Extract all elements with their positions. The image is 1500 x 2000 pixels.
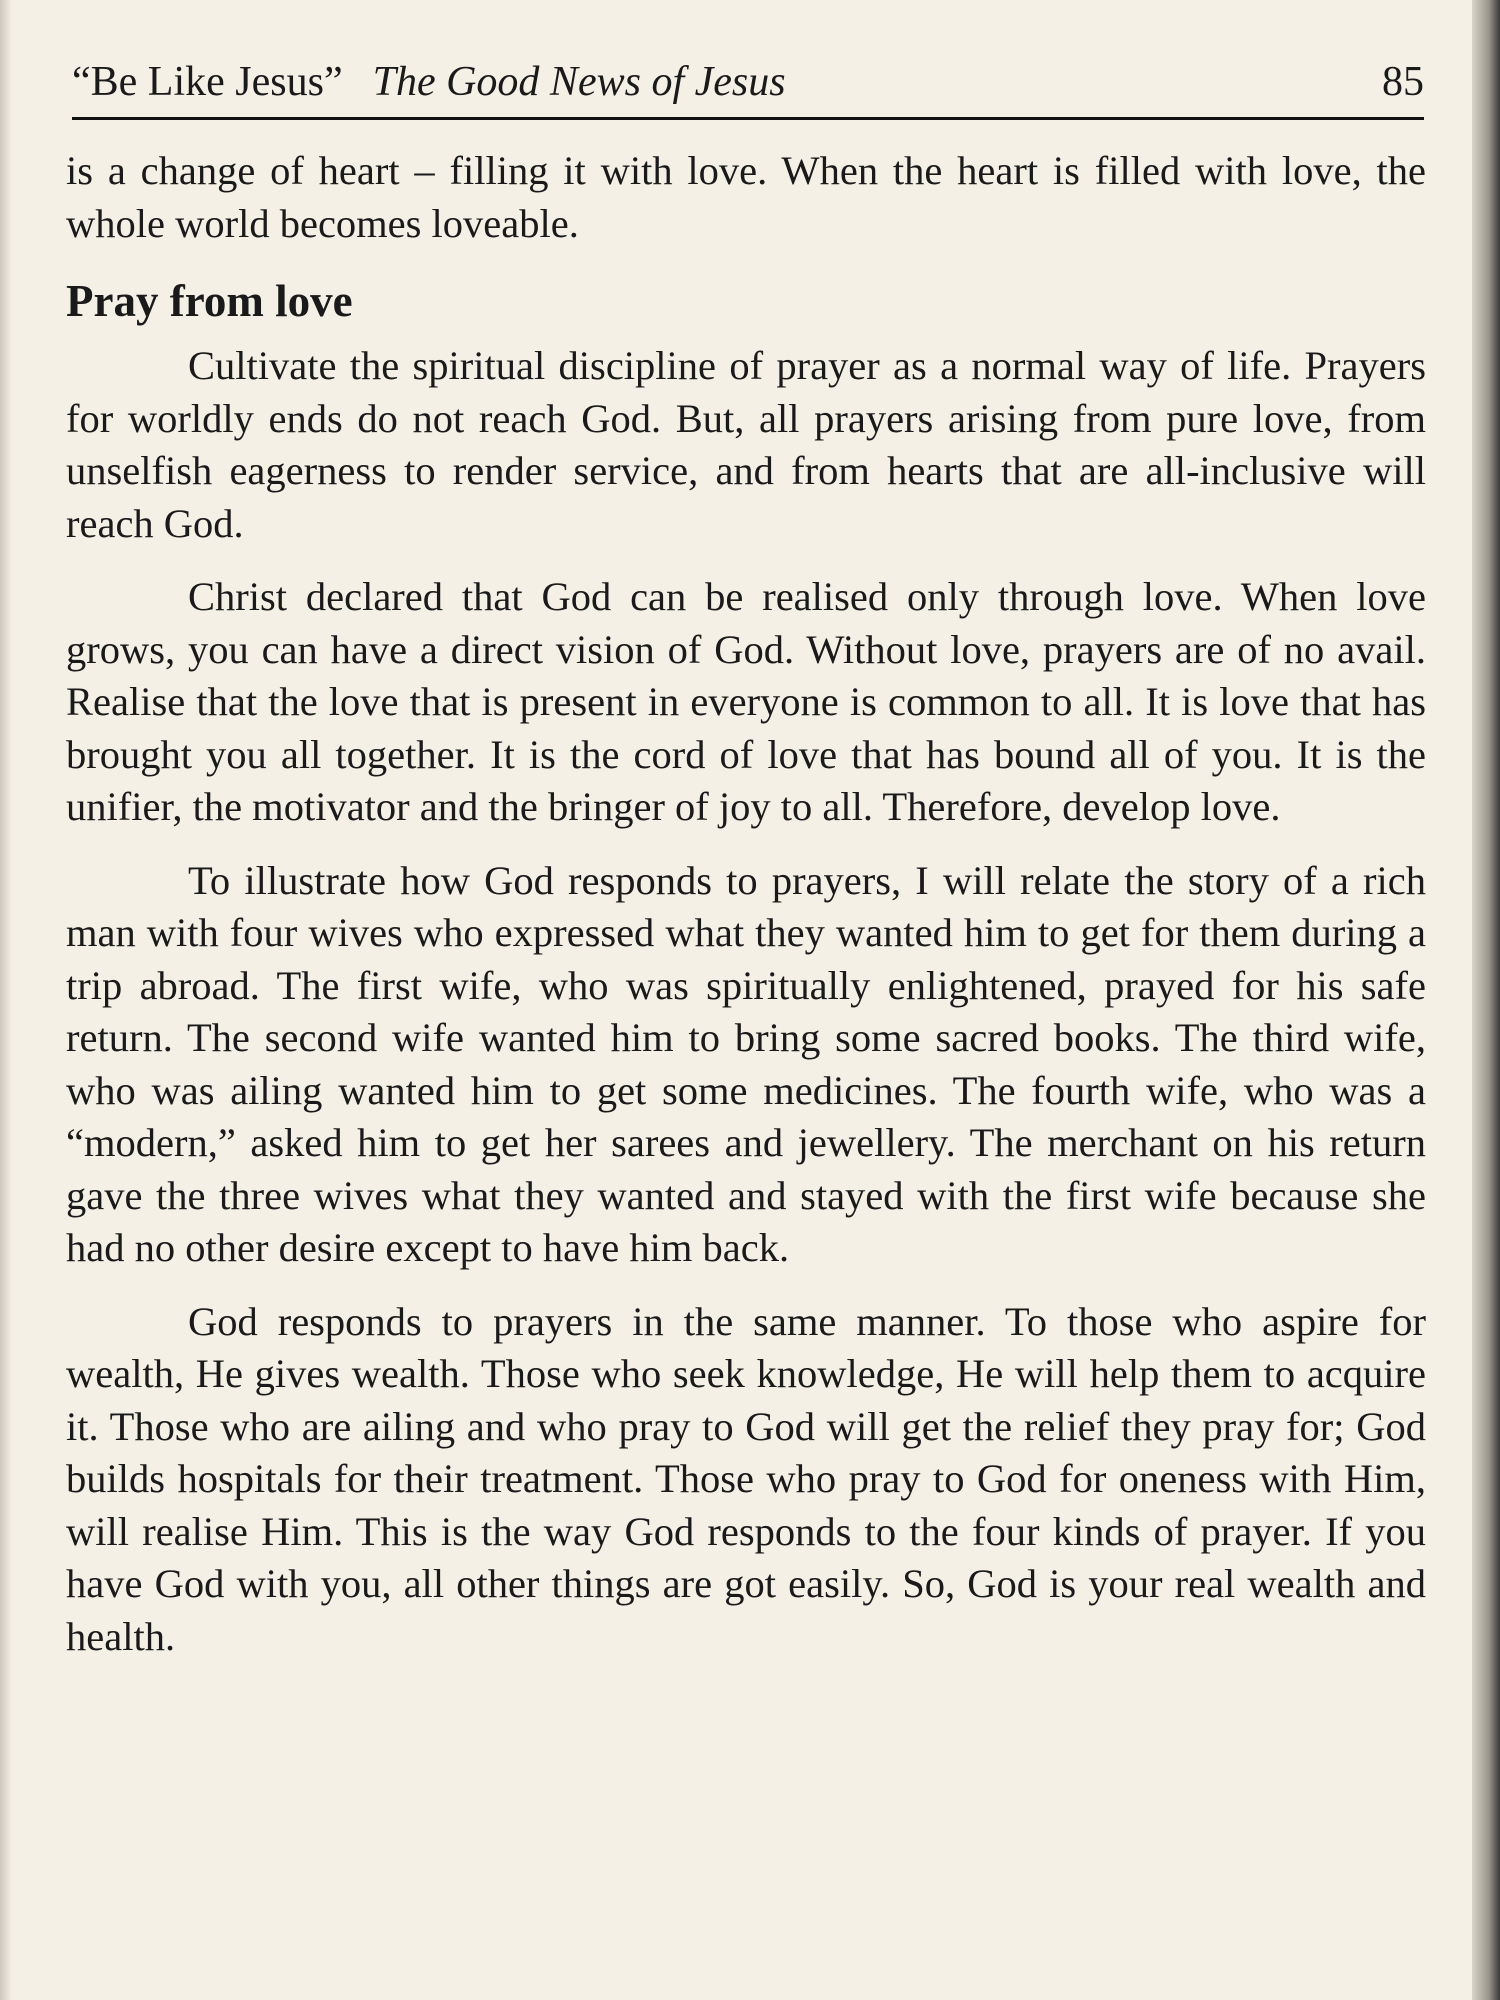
paragraph: God responds to prayers in the same manner. To those who aspire for wealth, He gives wealth. Those who seek knowledge, He will help them to acquire it. Those who are ailing and who pray to God will get the relief they pray for; God builds hospitals for their treatment. Those who pray to God for oneness with Him, will realise Him. This is the way God responds to the four kinds of prayer. If you have God with you, all other things are got easily. So, God is your real wealth and health. — [66, 1298, 1426, 1659]
section-heading: Pray from love — [66, 276, 353, 326]
page-edge-shadow — [1472, 0, 1500, 2000]
book-title: “Be Like Jesus” — [72, 59, 343, 105]
paragraph: Christ declared that God can be realised only through love. When love grows, you can have a direct vision of God. Without love, prayers are of no avail. Realise that the love that is present in everyone is common to all. It is love that has brought you all together. It is the cord of love that has bound all of you. It is the unifier, the motivator and the bringer of joy to all. Therefore, develop love. — [66, 574, 1426, 829]
continuation-paragraph: is a change of heart – filling it with love. When the heart is filled with love, the whole world becomes loveable. — [66, 148, 1426, 246]
page-body — [66, 145, 1426, 1663]
page-number: 85 — [1382, 59, 1424, 105]
header-rule — [72, 117, 1424, 120]
chapter-title: The Good News of Jesus — [372, 59, 786, 105]
running-header — [72, 52, 1424, 112]
paragraph: Cultivate the spiritual discipline of prayer as a normal way of life. Prayers for worldly ends do not reach God. But, all prayers arising from pure love, from unselfish eagerness to render service, and from hearts that are all-inclusive will reach God. — [66, 343, 1426, 546]
page-gutter-shadow — [0, 0, 12, 2000]
paragraph: To illustrate how God responds to prayers, I will relate the story of a rich man with four wives who expressed what they wanted him to get for them during a trip abroad. The first wife, who was spiritually enlightened, prayed for his safe return. The second wife wanted him to bring some sacred books. The third wife, who was ailing wanted him to get some medicines. The fourth wife, who was a “modern,” asked him to get her sarees and jewellery. The merchant on his return gave the three wives what they wanted and stayed with the first wife because she had no other desire except to have him back. — [66, 857, 1426, 1270]
